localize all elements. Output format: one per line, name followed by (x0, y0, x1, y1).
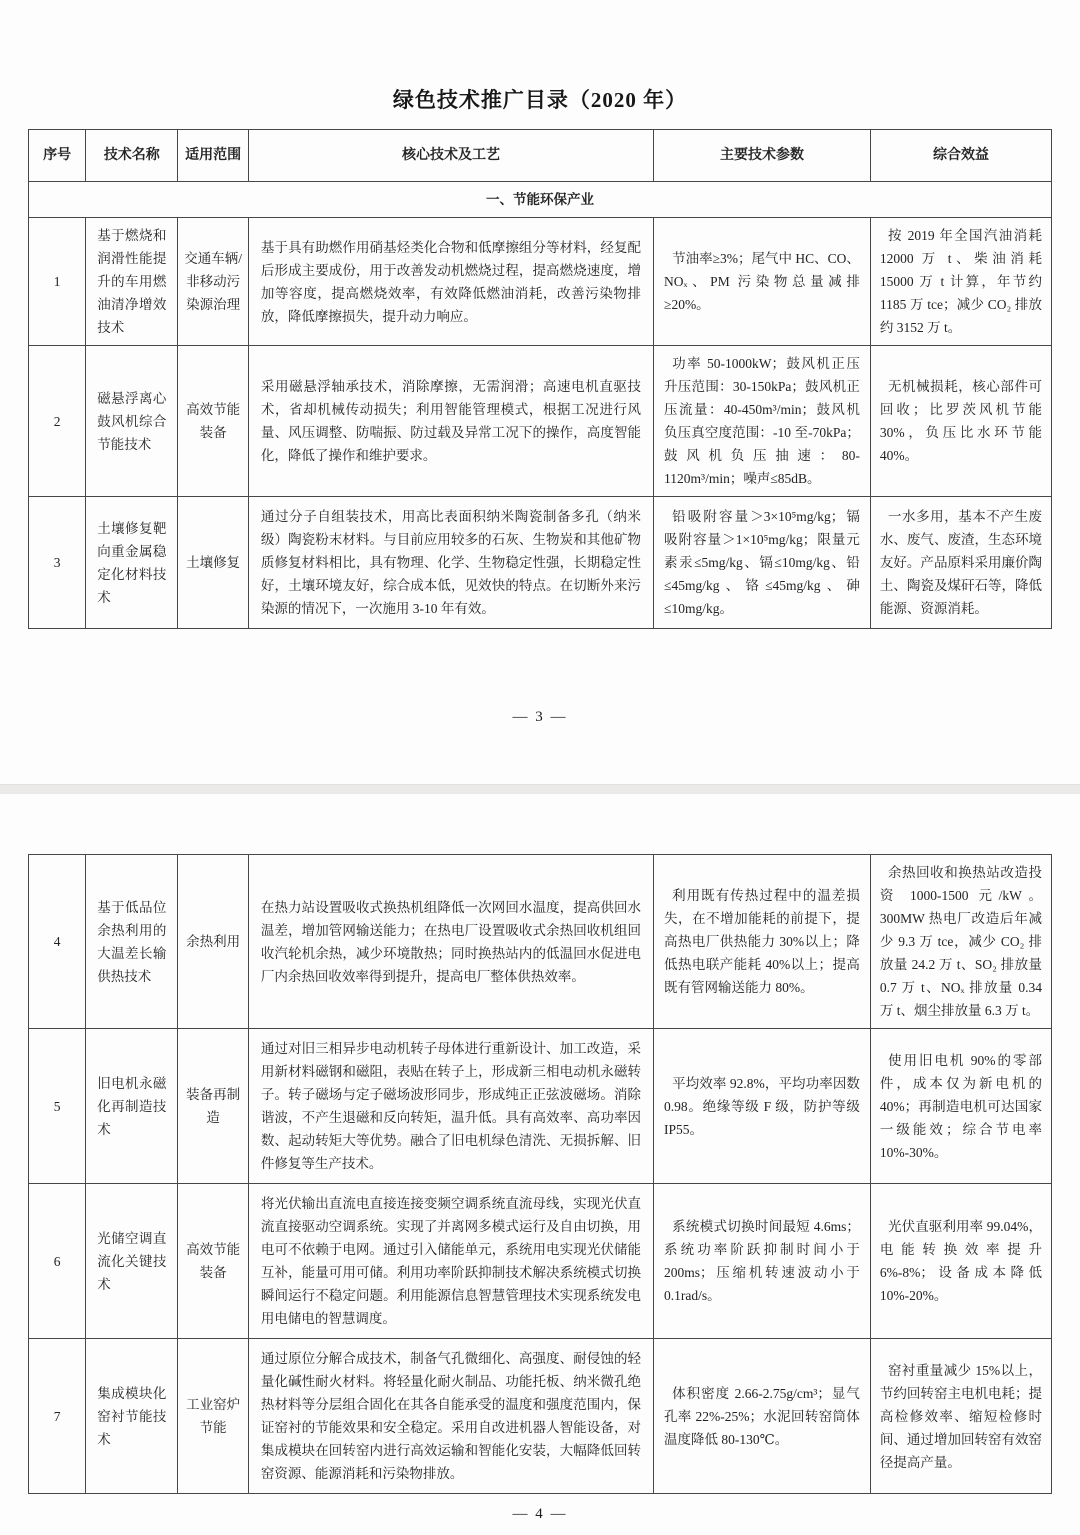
green-tech-table-page-4 (28, 854, 1052, 1494)
benefits-cell: 使用旧电机 90%的零部件，成本仅为新电机的 40%；再制造电机可达国家一级能效；综合节电率 10%-30%。 (870, 1029, 1051, 1184)
row-number-cell: 2 (29, 346, 86, 497)
table-row (29, 855, 1052, 1029)
params-cell: 系统模式切换时间最短 4.6ms；系统功率阶跃抑制时间小于 200ms；压缩机转速波动小于 0.1rad/s。 (654, 1184, 871, 1339)
column-header-2: 适用范围 (178, 130, 249, 182)
benefits-cell: 光伏直驱利用率 99.04%，电能转换效率提升 6%-8%；设备成本降低 10%-20%。 (870, 1184, 1051, 1339)
column-header-4: 主要技术参数 (654, 130, 871, 182)
column-header-1: 技术名称 (86, 130, 178, 182)
row-number-cell: 3 (29, 497, 86, 629)
params-cell: 铅吸附容量＞3×10⁵mg/kg；镉吸附容量＞1×10⁵mg/kg；限量元素汞≤5mg/kg、镉≤10mg/kg、铅≤45mg/kg、铬≤45mg/kg、砷≤10mg/kg。 (654, 497, 871, 629)
header-row (29, 130, 1052, 182)
core-tech-cell: 基于具有助燃作用硝基烃类化合物和低摩擦组分等材料，经复配后形成主要成份，用于改善发动机燃烧过程，提高燃烧速度，增加等容度，提高燃烧效率，有效降低燃油消耗，改善污染物排放，降低摩擦损失，提升动力响应。 (248, 218, 653, 346)
row-number-cell: 4 (29, 855, 86, 1029)
table-row (29, 1339, 1052, 1494)
table-body-page-3 (29, 182, 1052, 629)
params-cell: 节油率≥3%；尾气中 HC、CO、NOₓ、PM 污染物总量减排≥20%。 (654, 218, 871, 346)
benefits-cell: 一水多用，基本不产生废水、废气、废渣，生态环境友好。产品原料采用廉价陶土、陶瓷及煤矸石等，降低能源、资源消耗。 (870, 497, 1051, 629)
column-header-3: 核心技术及工艺 (248, 130, 653, 182)
table-row (29, 1184, 1052, 1339)
column-header-5: 综合效益 (870, 130, 1051, 182)
page-separator (0, 784, 1080, 794)
page-4 (0, 794, 1080, 1535)
scope-cell: 交通车辆/非移动污染源治理 (178, 218, 249, 346)
row-number-cell: 1 (29, 218, 86, 346)
table-row (29, 1029, 1052, 1184)
core-tech-cell: 通过原位分解合成技术，制备气孔微细化、高强度、耐侵蚀的轻量化碱性耐火材料。将轻量化耐火制品、功能托板、纳米微孔绝热材料等分层组合固化在其各自能承受的温度和强度范围内，保证窑衬的节能效果和安全稳定。采用自改进机器人智能设备，对集成模块在回转窑内进行高效运输和智能化安装，大幅降低回转窑资源、能源消耗和污染物排放。 (248, 1339, 653, 1494)
table-header (29, 130, 1052, 182)
column-header-0: 序号 (29, 130, 86, 182)
benefits-cell: 按 2019 年全国汽油消耗 12000 万 t、柴油消耗 15000 万 t 计算，年节约 1185 万 tce；减少 CO₂ 排放约 3152 万 t。 (870, 218, 1051, 346)
benefits-cell: 窑衬重量减少 15%以上，节约回转窑主电机电耗；提高检修效率、缩短检修时间、通过增加回转窑有效窑径提高产量。 (870, 1339, 1051, 1494)
table-row (29, 218, 1052, 346)
core-tech-cell: 通过对旧三相异步电动机转子母体进行重新设计、加工改造，采用新材料磁钢和磁阻，表贴在转子上，形成新三相电动机永磁转子。转子磁场与定子磁场波形同步，形成纯正正弦波磁场。消除谐波，不产生退磁和反向转矩，温升低。具有高效率、高功率因数、起动转矩大等优势。融合了旧电机绿色清洗、无损拆解、旧件修复等生产技术。 (248, 1029, 653, 1184)
row-number-cell: 5 (29, 1029, 86, 1184)
scope-cell: 土壤修复 (178, 497, 249, 629)
params-cell: 体积密度 2.66-2.75g/cm³；显气孔率 22%-25%；水泥回转窑筒体温度降低 80-130℃。 (654, 1339, 871, 1494)
tech-name-cell: 光储空调直流化关键技术 (86, 1184, 178, 1339)
section-row (29, 182, 1052, 218)
params-cell: 平均效率 92.8%，平均功率因数 0.98。绝缘等级 F 级，防护等级 IP55。 (654, 1029, 871, 1184)
tech-name-cell: 旧电机永磁化再制造技术 (86, 1029, 178, 1184)
scope-cell: 装备再制造 (178, 1029, 249, 1184)
table-body-page-4 (29, 855, 1052, 1494)
core-tech-cell: 通过分子自组装技术，用高比表面积纳米陶瓷制备多孔（纳米级）陶瓷粉末材料。与目前应用较多的石灰、生物炭和其他矿物质修复材料相比，具有物理、化学、生物稳定性强，长期稳定性好，土壤环境友好，综合成本低，见效快的特点。在切断外来污染源的情况下，一次施用 3-10 年有效。 (248, 497, 653, 629)
scope-cell: 高效节能装备 (178, 346, 249, 497)
page-number-4: — 4 — (512, 1506, 568, 1522)
benefits-cell: 无机械损耗，核心部件可回收；比罗茨风机节能 30%，负压比水环节能 40%。 (870, 346, 1051, 497)
document-title: 绿色技术推广目录（2020 年） (392, 88, 688, 112)
tech-name-cell: 磁悬浮离心鼓风机综合节能技术 (86, 346, 178, 497)
scope-cell: 工业窑炉节能 (178, 1339, 249, 1494)
table-row (29, 346, 1052, 497)
row-number-cell: 7 (29, 1339, 86, 1494)
tech-name-cell: 集成模块化窑衬节能技术 (86, 1339, 178, 1494)
tech-name-cell: 基于燃烧和润滑性能提升的车用燃油清净增效技术 (86, 218, 178, 346)
scope-cell: 余热利用 (178, 855, 249, 1029)
row-number-cell: 6 (29, 1184, 86, 1339)
section-title: 一、节能环保产业 (29, 182, 1052, 218)
green-tech-table-page-3 (28, 129, 1052, 629)
core-tech-cell: 将光伏输出直流电直接连接变频空调系统直流母线，实现光伏直流直接驱动空调系统。实现了并离网多模式运行及自由切换，用电可不依赖于电网。通过引入储能单元，系统用电实现光伏储能互补，能量可用可储。利用功率阶跃抑制技术解决系统模式切换瞬间运行不稳定问题。利用能源信息智慧管理技术实现系统发电用电储电的智慧调度。 (248, 1184, 653, 1339)
benefits-cell: 余热回收和换热站改造投资 1000-1500 元/kW。300MW 热电厂改造后年减少 9.3 万 tce，减少 CO₂ 排放量 24.2 万 t、SO₂ 排放量 0.7 万 t、NOₓ 排放量 0.34 万 t、烟尘排放量 6.3 万 t。 (870, 855, 1051, 1029)
table-row (29, 497, 1052, 629)
params-cell: 功率 50-1000kW；鼓风机正压升压范围：30-150kPa；鼓风机正压流量：40-450m³/min；鼓风机负压真空度范围：-10 至-70kPa；鼓风机负压抽速：80-1120m³/min；噪声≤85dB。 (654, 346, 871, 497)
tech-name-cell: 土壤修复靶向重金属稳定化材料技术 (86, 497, 178, 629)
params-cell: 利用既有传热过程中的温差损失，在不增加能耗的前提下，提高热电厂供热能力 30%以上；降低热电联产能耗 40%以上；提高既有管网输送能力 80%。 (654, 855, 871, 1029)
core-tech-cell: 采用磁悬浮轴承技术，消除摩擦，无需润滑；高速电机直驱技术，省却机械传动损失；利用智能管理模式，根据工况进行风量、风压调整、防喘振、防过载及异常工况下的操作，高度智能化，降低了操作和维护要求。 (248, 346, 653, 497)
tech-name-cell: 基于低品位余热利用的大温差长输供热技术 (86, 855, 178, 1029)
page-number-3: — 3 — (512, 709, 568, 725)
core-tech-cell: 在热力站设置吸收式换热机组降低一次网回水温度，提高供回水温差，增加管网输送能力；在热电厂设置吸收式余热回收机组回收汽轮机余热，减少环境散热；同时换热站内的低温回水促进电厂内余热回收效率得到提升，提高电厂整体供热效率。 (248, 855, 653, 1029)
scope-cell: 高效节能装备 (178, 1184, 249, 1339)
